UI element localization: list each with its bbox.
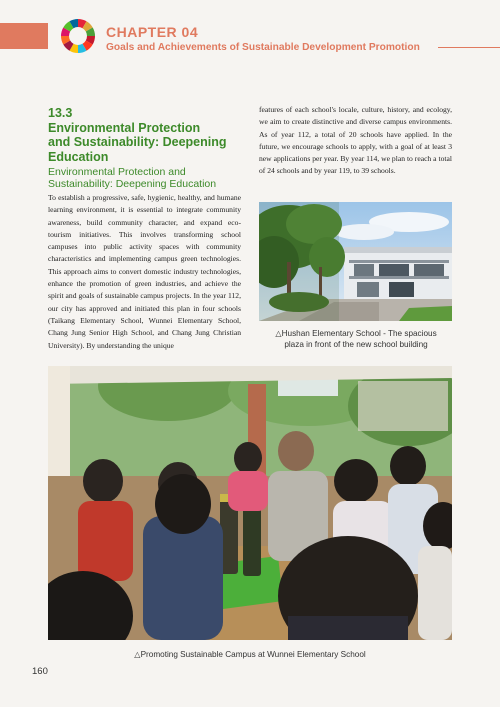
sdg-color-wheel-icon bbox=[60, 18, 96, 54]
section-subtitle-line-1: Environmental Protection and bbox=[48, 166, 186, 178]
section-title-line-2: and Sustainability: Deepening bbox=[48, 135, 227, 149]
section-subtitle-line-2: Sustainability: Deepening Education bbox=[48, 178, 217, 190]
photo2-caption: △Promoting Sustainable Campus at Wunnei Elementary School bbox=[134, 650, 366, 659]
body-paragraph-left: To establish a progressive, safe, hygienic, healthy, and humane learning environment, it is essential to integrate community awareness, build community character, and expand eco-tourism initiatives. This involves transforming school campuses into public activity spaces with community characteristics and implementing campus green technologies. This approach aims to convert domestic industry technologies, enhance the promotion of green industries, and achieve the spirit and goals of sustainable campus projects. In the year 112, our city has approved and initiated this plan in four schools (Taikang Elementary School, Wunnei Elementary School, Chang Jung Senior High School, and Chang Jung Christian University). By understanding the unique bbox=[48, 193, 241, 350]
section-number: 13.3 bbox=[48, 106, 73, 120]
header-accent-tab bbox=[0, 23, 48, 49]
section-heading bbox=[48, 106, 248, 190]
section-title-line-3: Education bbox=[48, 149, 109, 164]
page-number: 160 bbox=[32, 666, 48, 677]
chapter-label: CHAPTER 04 bbox=[106, 24, 199, 40]
body-paragraph-right: features of each school's locale, culture, history, and ecology, we aim to create distinctive and diverse campus environments. As of year 112, a total of 20 schools have applied. In the future, we encourage schools to apply, with a goal of at least 3 new applications per year. By year 114, we plan to reach a total of 24 schools and by year 119, to 39 schools. bbox=[259, 105, 452, 176]
photo1-caption: △Hushan Elementary School - The spacious plaza in front of the new school building bbox=[275, 329, 437, 349]
header-rule bbox=[438, 47, 500, 48]
chapter-title: Goals and Achievements of Sustainable Development Promotion bbox=[106, 42, 420, 53]
section-title-line-1: Environmental Protection bbox=[48, 120, 201, 135]
school-building-photo bbox=[259, 202, 452, 321]
students-activity-photo bbox=[48, 366, 452, 640]
